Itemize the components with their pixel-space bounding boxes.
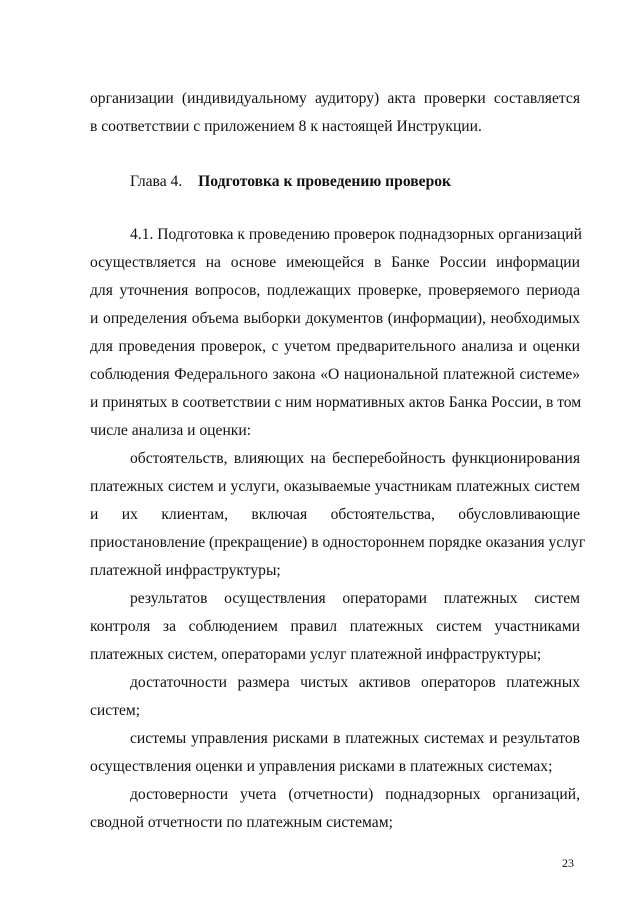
text-line: осуществляется на основе имеющейся в Банке России информации: [90, 254, 580, 271]
text-line: сводной отчетности по платежным системам;: [90, 814, 393, 831]
text-line: платежных систем и услуги, оказываемые участникам платежных систем: [90, 478, 580, 495]
text-line: осуществления оценки и управления рисками в платежных системах;: [90, 758, 553, 775]
text-line: в соответствии с приложением 8 к настоящей Инструкции.: [90, 118, 482, 135]
text-line: и определения объема выборки документов (информации), необходимых: [90, 310, 580, 327]
text-line: достаточности размера чистых активов операторов платежных: [130, 674, 580, 691]
text-line: систем;: [90, 702, 141, 719]
text-line: для уточнения вопросов, подлежащих проверке, проверяемого периода: [90, 282, 580, 299]
text-line: результатов осуществления операторами платежных систем: [130, 590, 580, 607]
chapter-heading: [130, 172, 451, 192]
text-line: и принятых в соответствии с ним нормативных актов Банка России, в том: [90, 394, 582, 411]
chapter-title: Подготовка к проведению проверок: [198, 173, 452, 190]
text-line: достоверности учета (отчетности) поднадзорных организаций,: [130, 786, 580, 803]
text-line: платежной инфраструктуры;: [90, 562, 281, 579]
chapter-number: Глава 4.: [130, 173, 183, 190]
text-line: числе анализа и оценки:: [90, 422, 252, 439]
text-line: системы управления рисками в платежных системах и результатов: [130, 730, 580, 747]
text-line: обстоятельств, влияющих на бесперебойность функционирования: [130, 450, 580, 467]
text-line: приостановление (прекращение) в одностороннем порядке оказания услуг: [90, 534, 586, 551]
text-line: 4.1. Подготовка к проведению проверок поднадзорных организаций: [130, 226, 582, 243]
text-line: для проведения проверок, с учетом предварительного анализа и оценки: [90, 338, 580, 355]
text-line: платежных систем, операторами услуг платежной инфраструктуры;: [90, 646, 542, 663]
text-line: соблюдения Федерального закона «О национальной платежной системе»: [90, 366, 580, 383]
text-line: организации (индивидуальному аудитору) акта проверки составляется: [90, 90, 580, 107]
text-line: контроля за соблюдением правил платежных систем участниками: [90, 618, 580, 635]
text-line: и их клиентам, включая обстоятельства, обусловливающие: [90, 506, 580, 523]
page-number: 23: [562, 856, 574, 870]
